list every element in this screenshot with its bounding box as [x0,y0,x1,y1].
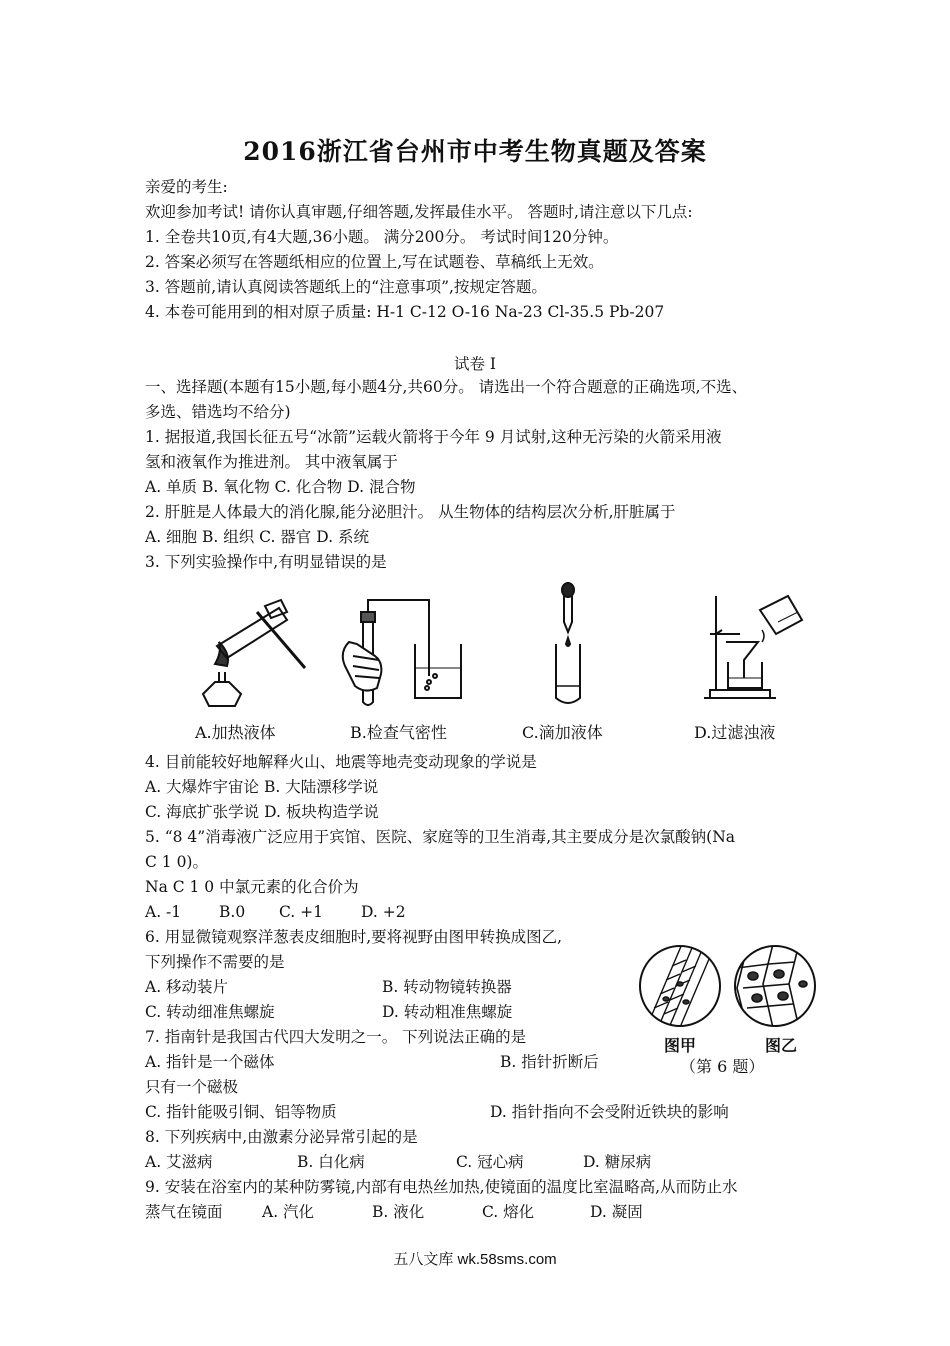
note-2: 2. 答案必须写在答题纸相应的位置上,写在试题卷、草稿纸上无效。 [145,253,604,271]
fig-label-a: 图甲 [664,1036,697,1055]
note-4: 4. 本卷可能用到的相对原子质量: H-1 C-12 O-16 Na-23 Cl-35.5 Pb-207 [145,303,665,321]
q5-option-c: C. +1 [279,903,324,921]
q5-stem-line-2: C 1 0)。 [145,853,208,871]
dropping-liquid-figure [548,582,588,708]
microscope-view-a-figure [638,944,722,1028]
q8-option-d: D. 糖尿病 [583,1153,652,1171]
q8-option-a: A. 艾滋病 [145,1153,213,1171]
q4-options-2: C. 海底扩张学说 D. 板块构造学说 [145,803,379,821]
q6-option-a: A. 移动装片 [145,978,229,996]
fig-label-b: 图乙 [765,1036,798,1055]
q6-stem-line-1: 6. 用显微镜观察洋葱表皮细胞时,要将视野由图甲转换成图乙, [145,928,563,946]
greeting: 亲爱的考生: [145,178,228,196]
q9-option-b: B. 液化 [372,1203,425,1221]
q5-option-b: B.0 [219,903,246,921]
q3-label-a: A.加热液体 [195,723,276,742]
q8-option-c: C. 冠心病 [456,1153,524,1171]
q7-stem: 7. 指南针是我国古代四大发明之一。 下列说法正确的是 [145,1028,527,1046]
fig-caption: （第 6 题） [680,1057,765,1076]
note-3: 3. 答题前,请认真阅读答题纸上的“注意事项”,按规定答题。 [145,278,547,296]
airtightness-check-figure [335,598,465,710]
note-1: 1. 全卷共10页,有4大题,36小题。 满分200分。 考试时间120分钟。 [145,228,619,246]
q1-stem-line-2: 氢和液氧作为推进剂。 其中液氧属于 [145,453,398,471]
q4-options-1: A. 大爆炸宇宙论 B. 大陆漂移学说 [145,778,379,796]
welcome-text: 欢迎参加考试! 请你认真审题,仔细答题,发挥最佳水平。 答题时,请注意以下几点: [145,203,693,221]
q4-stem: 4. 目前能较好地解释火山、地震等地壳变动现象的学说是 [145,753,537,771]
q5-stem-line-3: Na C 1 0 中氯元素的化合价为 [145,878,359,896]
footer-watermark: 五八文库 wk.58sms.com [393,1251,557,1268]
q6-stem-line-2: 下列操作不需要的是 [145,953,285,971]
heating-liquid-figure [195,598,315,710]
q5-stem-line-1: 5. “8 4”消毒液广泛应用于宾馆、医院、家庭等的卫生消毒,其主要成分是次氯酸钠(Na [145,828,735,846]
section-desc-line-1: 一、选择题(本题有15小题,每小题4分,共60分。 请选出一个符合题意的正确选项,不选、 [145,378,748,396]
q2-stem: 2. 肝脏是人体最大的消化腺,能分泌胆汁。 从生物体的结构层次分析,肝脏属于 [145,503,676,521]
microscope-view-b-figure [733,944,817,1028]
q3-label-b: B.检查气密性 [350,723,447,742]
q3-label-c: C.滴加液体 [522,723,603,742]
q7-option-a: A. 指针是一个磁体 [145,1053,275,1071]
q7-option-d: D. 指针指向不会受附近铁块的影响 [490,1103,729,1121]
q6-option-d: D. 转动粗准焦螺旋 [382,1003,513,1021]
q7-option-b: B. 指针折断后 [500,1053,599,1071]
section-title: 试卷 I [453,355,497,373]
q7-option-c: C. 指针能吸引铜、铝等物质 [145,1103,337,1121]
q9-option-d: D. 凝固 [590,1203,643,1221]
q3-label-d: D.过滤浊液 [694,723,776,742]
q5-option-d: D. +2 [361,903,406,921]
q9-option-a: A. 汽化 [262,1203,315,1221]
q5-option-a: A. -1 [145,903,182,921]
q6-option-b: B. 转动物镜转换器 [382,978,512,996]
page-title: 2016浙江省台州市中考生物真题及答案 [243,137,707,166]
q6-option-c: C. 转动细准焦螺旋 [145,1003,275,1021]
q8-option-b: B. 白化病 [297,1153,365,1171]
q1-stem-line-1: 1. 据报道,我国长征五号“冰箭”运载火箭将于今年 9 月试射,这种无污染的火箭采用液 [145,428,722,446]
q9-option-c: C. 熔化 [482,1203,535,1221]
q1-options: A. 单质 B. 氧化物 C. 化合物 D. 混合物 [145,478,416,496]
q2-options: A. 细胞 B. 组织 C. 器官 D. 系统 [145,528,369,546]
filtering-figure [700,590,820,702]
section-desc-line-2: 多选、错选均不给分) [145,403,291,421]
q9-stem-line-1: 9. 安装在浴室内的某种防雾镜,内部有电热丝加热,使镜面的温度比室温略高,从而防止水 [145,1178,738,1196]
q8-stem: 8. 下列疾病中,由激素分泌异常引起的是 [145,1128,418,1146]
q9-stem-line-2: 蒸气在镜面 [145,1203,223,1221]
q3-stem: 3. 下列实验操作中,有明显错误的是 [145,553,387,571]
q7-option-b-cont: 只有一个磁极 [145,1078,239,1096]
